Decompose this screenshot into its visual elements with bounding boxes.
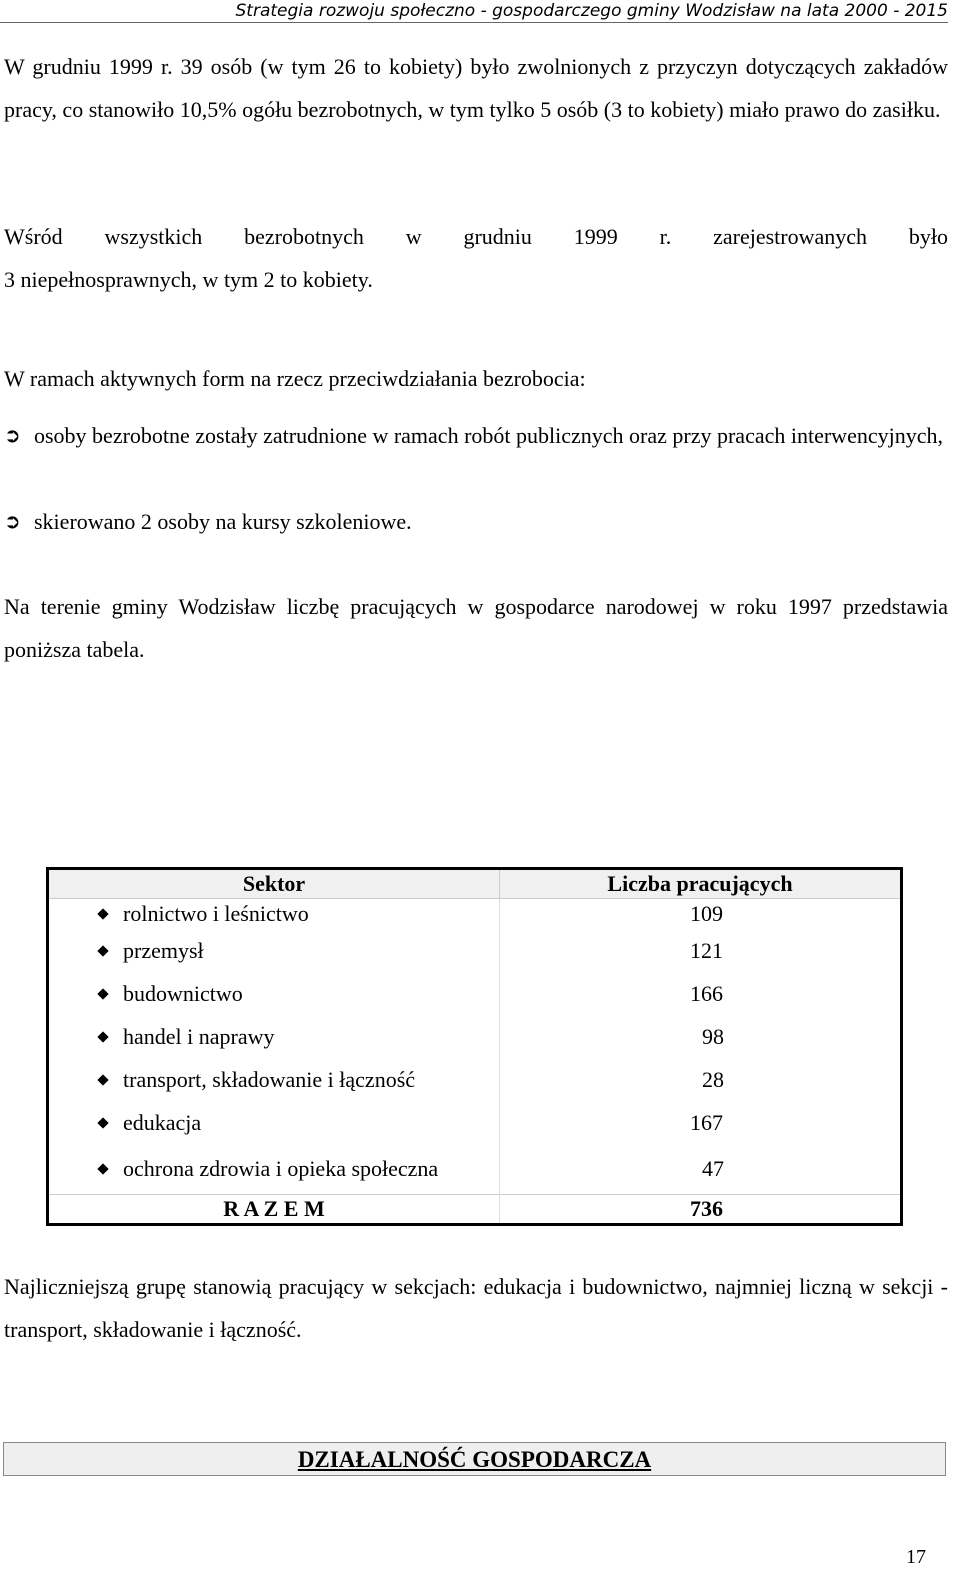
diamond-bullet-icon [97,988,108,999]
table-row [48,929,902,972]
worker-count: 28 [702,1067,724,1092]
header-sector: Sektor [48,869,500,899]
table-row [48,899,902,930]
worker-count: 109 [690,901,723,926]
section-title: DZIAŁALNOŚĆ GOSPODARCZA [3,1442,946,1476]
worker-count: 167 [690,1110,723,1135]
sector-name: rolnictwo i leśnictwo [123,901,309,926]
table-row [48,1058,902,1101]
sector-name: transport, składowanie i łączność [123,1067,416,1092]
list-item [4,500,948,543]
sector-name: przemysł [123,938,204,963]
page-number: 17 [906,1546,926,1568]
table-row [48,972,902,1015]
paragraph-active-forms: W ramach aktywnych form na rzecz przeciwdziałania bezrobocia: [4,366,586,391]
total-value: 736 [500,1195,902,1225]
list-item-text: osoby bezrobotne zostały zatrudnione w ramach robót publicznych oraz przy pracach interwencyjnych, [34,423,943,448]
diamond-bullet-icon [97,908,108,919]
table-row [48,1015,902,1058]
list-item-text: skierowano 2 osoby na kursy szkoleniowe. [34,509,412,534]
sector-name: handel i naprawy [123,1024,275,1049]
worker-count: 121 [690,938,723,963]
header-workers: Liczba pracujących [500,869,902,899]
list-item [4,414,948,457]
paragraph-disabled-line2: 3 niepełnosprawnych, w tym 2 to kobiety. [4,267,373,292]
paragraph-disabled-line1: Wśród wszystkich bezrobotnych w grudniu 1999 r. zarejestrowanych było [4,224,948,249]
worker-count: 98 [702,1024,724,1049]
paragraph-conclusion: Najliczniejszą grupę stanowią pracujący w sekcjach: edukacja i budownictwo, najmniej liczną w sekcji - transport, składowanie i łączność. [4,1274,948,1342]
paragraph-dismissed: W grudniu 1999 r. 39 osób (w tym 26 to kobiety) było zwolnionych z przyczyn dotyczących zakładów pracy, co stanowiło 10,5% ogółu bezrobotnych, w tym tylko 5 osób (3 to kobiety) miało prawo do zasiłku. [4,54,948,122]
worker-count: 166 [690,981,723,1006]
table-row [48,1101,902,1144]
table-header-row [48,869,902,899]
sector-name: ochrona zdrowia i opieka społeczna [123,1156,439,1181]
sector-name: budownictwo [123,981,243,1006]
employment-table [46,867,903,1226]
table-row [48,1144,902,1195]
paragraph-table-intro: Na terenie gminy Wodzisław liczbę pracujących w gospodarce narodowej w roku 1997 przedstawia poniższa tabela. [4,594,948,662]
total-label: R A Z E M [48,1195,500,1225]
diamond-bullet-icon [97,1163,108,1174]
page-header: Strategia rozwoju społeczno - gospodarczego gminy Wodzisław na lata 2000 - 2015 [0,0,948,23]
diamond-bullet-icon [97,945,108,956]
diamond-bullet-icon [97,1031,108,1042]
sector-name: edukacja [123,1110,202,1135]
diamond-bullet-icon [97,1074,108,1085]
table-total-row [48,1195,902,1225]
arrow-icon: ➲ [4,509,21,533]
arrow-icon: ➲ [4,423,21,447]
worker-count: 47 [702,1156,724,1181]
diamond-bullet-icon [97,1117,108,1128]
